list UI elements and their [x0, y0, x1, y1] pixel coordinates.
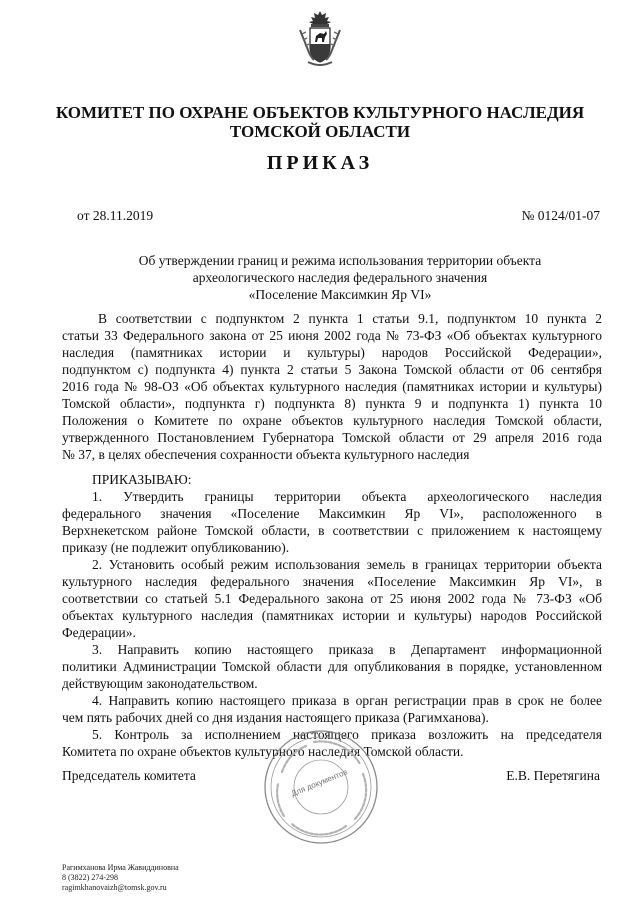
body-text-line: 2016 года № 98-ОЗ «Об объектах культурного наследия (памятниках истории и культуры)	[62, 379, 602, 394]
body-text-line: подпунктом с) подпункта 4) пункта 2 статьи 5 Закона Томской области от 06 сентября	[62, 362, 602, 377]
organization-name-line-2: ТОМСКОЙ ОБЛАСТИ	[229, 122, 411, 141]
order-item-line: 1. Утвердить границы территории объекта археологического наследия	[92, 489, 602, 504]
signatory-name: Е.В. Перетягина	[506, 768, 600, 783]
order-item-line: соответствии со статьей 5.1 Федерального закона от 25 июня 2002 года № 73-ФЗ «Об	[62, 591, 602, 606]
order-date: от 28.11.2019	[77, 208, 154, 223]
body-text-line: Томской области», подпункта г) подпункта 8) пункта 9 и подпункта 1) пункта 10	[62, 396, 602, 411]
order-item-line: действующим законодательством.	[62, 676, 258, 691]
order-item-line: приказу (не подлежит опубликованию).	[62, 540, 290, 555]
order-number: № 0124/01-07	[521, 208, 600, 223]
document-title: ПРИКАЗ	[266, 152, 374, 174]
order-directive: ПРИКАЗЫВАЮ:	[92, 472, 192, 487]
order-item-line: 2. Установить особый режим использования земель в границах территории объекта	[92, 557, 602, 572]
order-item-line: политики Администрации Томской области для опубликования в порядке, установленном	[62, 659, 602, 674]
executor-email: ragimkhanovaizh@tomsk.gov.ru	[62, 883, 167, 892]
order-item-line: 5. Контроль за исполнением настоящего приказа возложить на председателя	[92, 727, 602, 742]
body-text-line: статьи 33 Федерального закона от 25 июня 2002 года № 73-ФЗ «Об объектах культурного	[62, 328, 602, 343]
signatory-position: Председатель комитета	[62, 768, 196, 783]
order-item-line: чем пять рабочих дней со дня издания настоящего приказа (Рагимханова).	[62, 710, 489, 725]
order-item-line: 3. Направить копию настоящего приказа в Департамент информационной	[92, 642, 602, 657]
order-item-line: Верхнекетском районе Томской области, в соответствии с приложением к настоящему	[62, 523, 602, 538]
order-item-line: объектах культурного наследия (памятниках истории и культуры) народов Российской	[62, 608, 602, 623]
subject-line: «Поселение Максимкин Яр VI»	[248, 287, 432, 302]
coat-of-arms-emblem	[298, 10, 342, 68]
body-text-line: В соответствии с подпунктом 2 пункта 1 статьи 9.1, подпунктом 10 пункта 2	[98, 311, 602, 326]
order-item-line: культурного наследия федерального значения «Поселение Максимкин Яр VI», в	[62, 574, 602, 589]
body-text-line: Положения о Комитете по охране объектов культурного наследия Томской области,	[62, 413, 602, 428]
executor-name: Рагимханова Ирма Жавиддиновна	[62, 863, 179, 872]
stamp-text: Для документов	[289, 767, 349, 799]
body-text-line: № 37, в целях обеспечения сохранности объекта культурного наследия	[62, 447, 470, 462]
order-item-line: 4. Направить копию настоящего приказа в орган регистрации прав в срок не более	[92, 693, 602, 708]
organization-name-line-1: КОМИТЕТ ПО ОХРАНЕ ОБЪЕКТОВ КУЛЬТУРНОГО НАСЛЕДИЯ	[55, 103, 585, 122]
order-item-line: Комитета по охране объектов культурного наследия Томской области.	[62, 744, 464, 759]
order-item-line: Федерации».	[62, 625, 136, 640]
order-item-line: федерального значения «Поселение Максимкин Яр VI», расположенного в	[62, 506, 602, 521]
executor-phone: 8 (3822) 274-298	[62, 873, 118, 882]
subject-line: Об утверждении границ и режима использования территории объекта	[138, 253, 542, 268]
body-text-line: утвержденного Постановлением Губернатора Томской области от 29 апреля 2016 года	[62, 430, 602, 445]
official-stamp	[262, 728, 380, 846]
subject-line: археологического наследия федерального значения	[192, 270, 488, 285]
body-text-line: наследия (памятниках истории и культуры) народов Российской Федерации»,	[62, 345, 602, 360]
